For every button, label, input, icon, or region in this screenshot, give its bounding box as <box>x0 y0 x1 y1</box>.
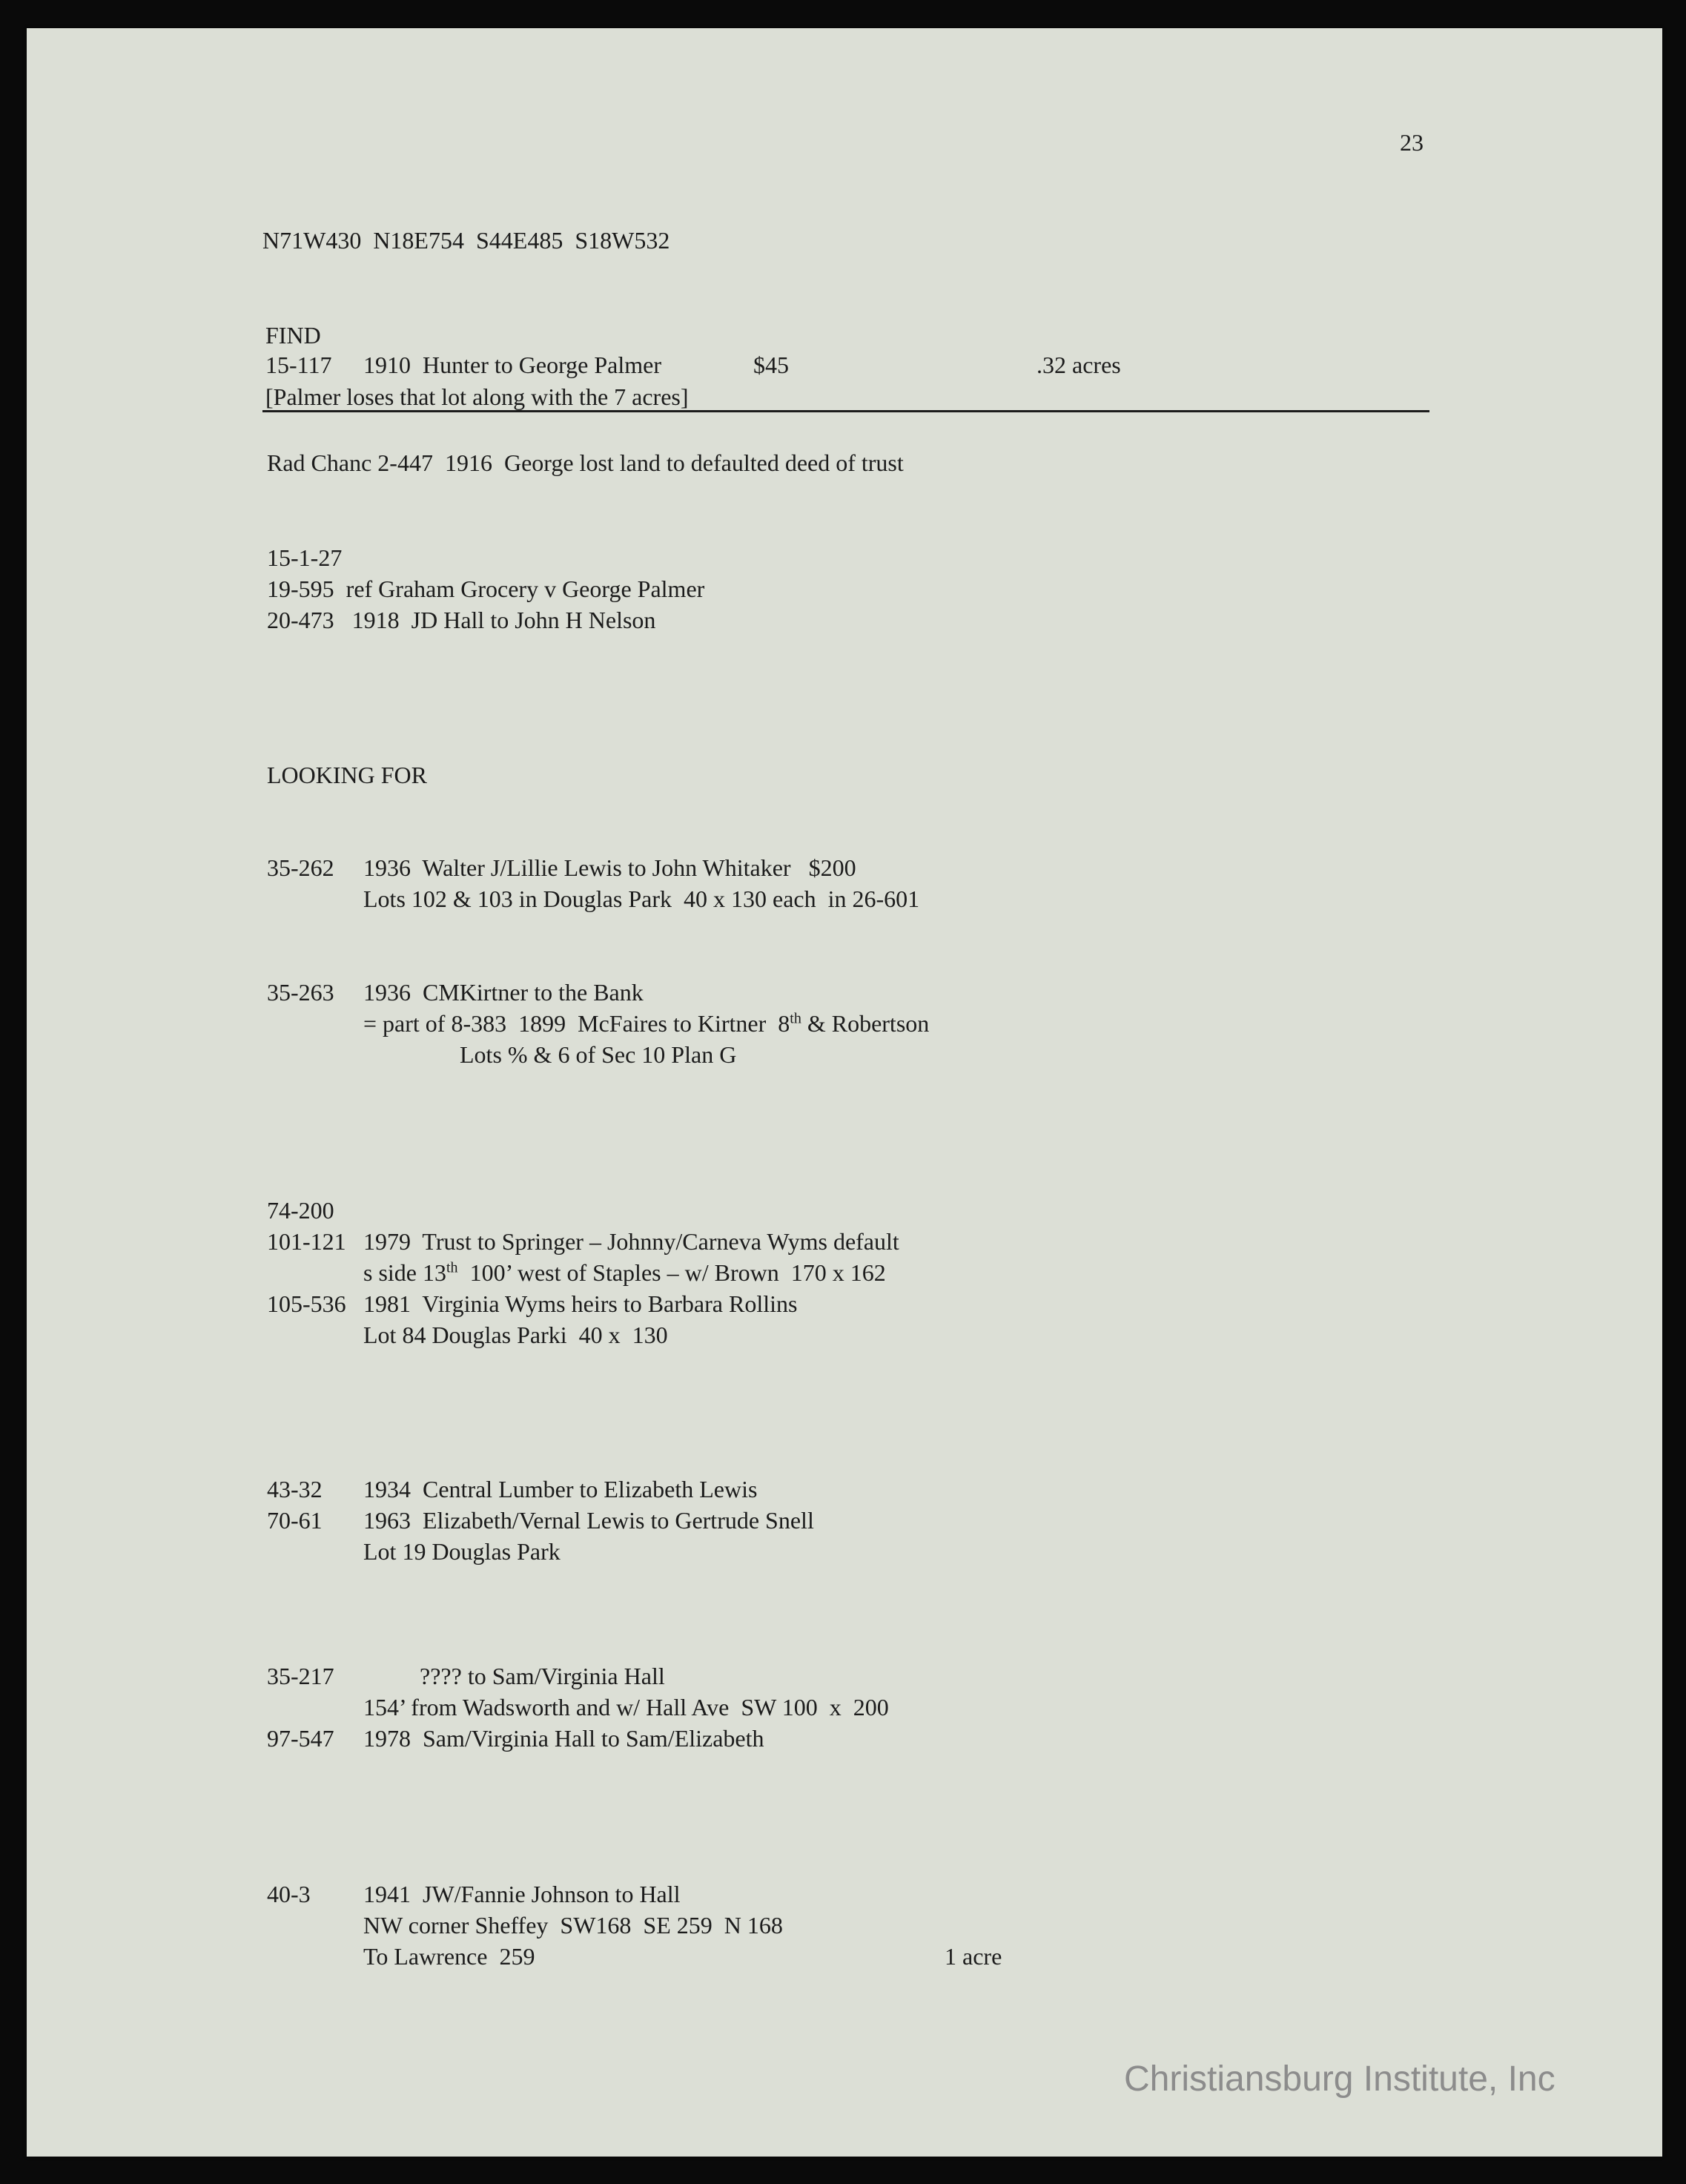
record-line: s side 13th 100’ west of Staples – w/ Brown 170 x 162 <box>363 1259 886 1286</box>
record-line: 19-595 ref Graham Grocery v George Palmer <box>267 575 705 602</box>
record-line: 1936 Walter J/Lillie Lewis to John Whitaker $200 <box>363 854 856 881</box>
page-number: 23 <box>1400 129 1424 156</box>
find-entry-desc: 1910 Hunter to George Palmer <box>363 352 661 378</box>
record-line: 20-473 1918 JD Hall to John H Nelson <box>267 607 656 633</box>
record-line: 1941 JW/Fannie Johnson to Hall <box>363 1881 681 1907</box>
find-entry-price: $45 <box>753 352 789 378</box>
record-line: 1936 CMKirtner to the Bank <box>363 979 644 1006</box>
find-entry-ref: 15-117 <box>265 352 332 378</box>
find-entry-note: [Palmer loses that lot along with the 7 acres] <box>265 383 689 410</box>
record-line: 154’ from Wadsworth and w/ Hall Ave SW 100 x 200 <box>363 1694 889 1721</box>
watermark-text: Christiansburg Institute, Inc <box>1124 2059 1556 2099</box>
record-ref: 35-263 <box>267 979 334 1006</box>
record-ref: 40-3 <box>267 1881 311 1907</box>
chancery-note: Rad Chanc 2-447 1916 George lost land to defaulted deed of trust <box>267 449 904 476</box>
record-line: Lot 84 Douglas Parki 40 x 130 <box>363 1322 668 1348</box>
record-line: 15-1-27 <box>267 544 343 571</box>
divider-line <box>262 410 1429 412</box>
record-area: 1 acre <box>945 1943 1002 1970</box>
record-line: 1981 Virginia Wyms heirs to Barbara Rollins <box>363 1290 798 1317</box>
looking-for-heading: LOOKING FOR <box>267 762 427 788</box>
find-heading: FIND <box>265 322 321 349</box>
record-line: 1963 Elizabeth/Vernal Lewis to Gertrude Snell <box>363 1507 814 1534</box>
record-ref: 101-121 <box>267 1228 346 1255</box>
record-ref: 70-61 <box>267 1507 323 1534</box>
record-line: Lot 19 Douglas Park <box>363 1538 561 1565</box>
record-line: ???? to Sam/Virginia Hall <box>420 1663 665 1689</box>
record-line: Lots 102 & 103 in Douglas Park 40 x 130 each in 26-601 <box>363 885 920 912</box>
record-line: = part of 8-383 1899 McFaires to Kirtner 8th & Robertson <box>363 1010 930 1037</box>
record-ref: 35-217 <box>267 1663 334 1689</box>
record-ref: 43-32 <box>267 1476 323 1502</box>
record-ref: 35-262 <box>267 854 334 881</box>
record-line: Lots % & 6 of Sec 10 Plan G <box>460 1041 737 1068</box>
record-ref: 74-200 <box>267 1197 334 1224</box>
record-line: To Lawrence 259 <box>363 1943 535 1970</box>
record-line: 1979 Trust to Springer – Johnny/Carneva Wyms default <box>363 1228 899 1255</box>
record-line: 1934 Central Lumber to Elizabeth Lewis <box>363 1476 758 1502</box>
find-entry-area: .32 acres <box>1037 352 1121 378</box>
record-line: 1978 Sam/Virginia Hall to Sam/Elizabeth <box>363 1725 764 1752</box>
record-line: NW corner Sheffey SW168 SE 259 N 168 <box>363 1912 783 1939</box>
survey-bearings: N71W430 N18E754 S44E485 S18W532 <box>262 227 670 254</box>
record-ref: 97-547 <box>267 1725 334 1752</box>
record-ref: 105-536 <box>267 1290 346 1317</box>
